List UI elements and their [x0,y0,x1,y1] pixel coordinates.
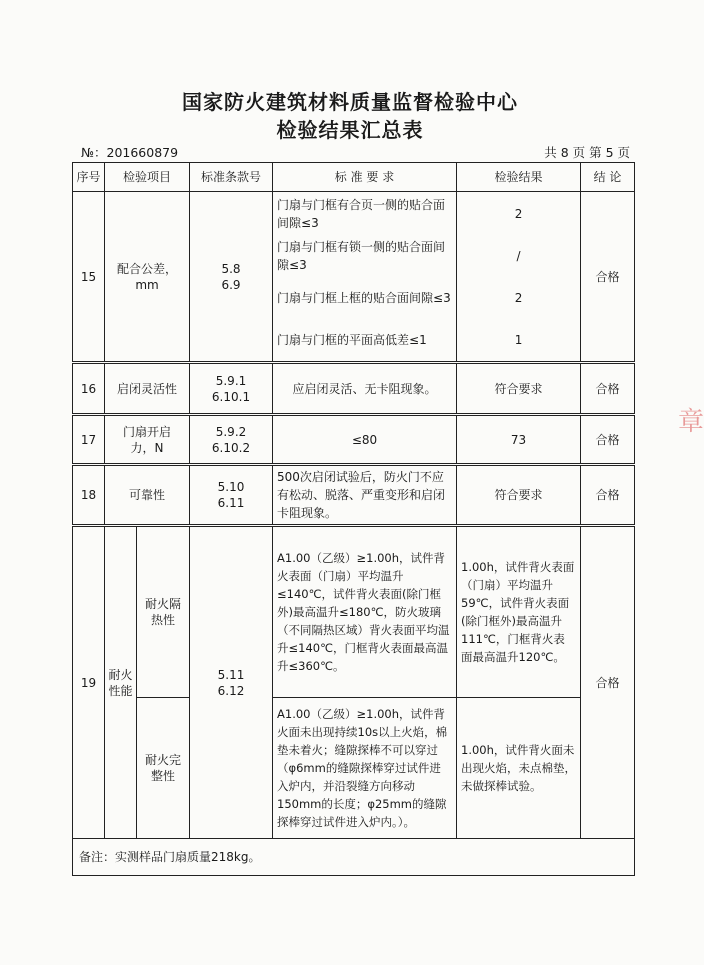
row-number: 16 [73,363,105,415]
table-row-17 [73,415,635,465]
row-number: 18 [73,465,105,526]
col-header-clause: 标准条款号 [190,163,273,192]
clause-number: 5.9.2 6.10.2 [190,415,273,465]
test-item: 耐火 性能 [105,526,137,839]
test-result: 2 / 2 1 [457,192,581,363]
requirement-integrity: A1.00（乙级）≥1.00h，试件背火面未出现持续10s以上火焰，棉垫未着火；缝隙探棒不可以穿过（φ6mm的缝隙探棒穿过试件进入炉内，并沿裂缝方向移动150mm的长度；φ25mm的缝隙探棒穿过试件进入炉内。）。 [273,698,457,839]
table-row-18 [73,465,635,526]
test-item: 配合公差， mm [105,192,190,363]
requirement: 500次启闭试验后，防火门不应有松动、脱落、严重变形和启闭卡阻现象。 [273,465,457,526]
requirement-insulation: A1.00（乙级）≥1.00h，试件背火表面（门扇）平均温升≤140℃，试件背火表面(除门框外)最高温升≤180℃，防火玻璃（不同隔热区域）背火表面平均温升≤140℃，门框背火表面最高温升≤360℃。 [273,526,457,698]
conclusion: 合格 [581,192,635,363]
document-number: №：201660879 [81,145,179,160]
requirement: 应启闭灵活、无卡阻现象。 [273,363,457,415]
note: 备注：实测样品门扇质量218kg。 [73,839,635,876]
table-row-16 [73,363,635,415]
row-number: 15 [73,192,105,363]
clause-number: 5.11 6.12 [190,526,273,839]
clause-number: 5.10 6.11 [190,465,273,526]
col-header-conclusion: 结 论 [581,163,635,192]
page-info: 共 8 页 第 5 页 [544,145,630,160]
row-number: 17 [73,415,105,465]
conclusion: 合格 [581,526,635,839]
document-subtitle: 检验结果汇总表 [276,118,424,142]
table-row-19-sub [73,698,635,839]
stamp-edge: 章 [678,407,704,437]
results-table [72,162,635,876]
test-result: 符合要求 [457,363,581,415]
test-result: 73 [457,415,581,465]
test-item: 门扇开启 力，N [105,415,190,465]
col-header-result: 检验结果 [457,163,581,192]
table-row-15 [73,192,635,363]
conclusion: 合格 [581,465,635,526]
clause-number: 5.9.1 6.10.1 [190,363,273,415]
document-title: 国家防火建筑材料质量监督检验中心 [182,90,518,114]
result-integrity: 1.00h，试件背火面未出现火焰，未点棉垫，未做探棒试验。 [457,698,581,839]
row-number: 19 [73,526,105,839]
requirement: 门扇与门框有合页一侧的贴合面间隙≤3 门扇与门框有锁一侧的贴合面间隙≤3 门扇与门框上框的贴合面间隙≤3 门扇与门框的平面高低差≤1 [273,192,457,363]
col-header-requirement: 标 准 要 求 [273,163,457,192]
test-item: 可靠性 [105,465,190,526]
note-row [73,839,635,876]
header-row [73,163,635,192]
sub-item-insulation: 耐火隔 热性 [137,526,190,698]
sub-item-integrity: 耐火完 整性 [137,698,190,839]
requirement: ≤80 [273,415,457,465]
conclusion: 合格 [581,415,635,465]
conclusion: 合格 [581,363,635,415]
test-result: 符合要求 [457,465,581,526]
test-item: 启闭灵活性 [105,363,190,415]
result-insulation: 1.00h，试件背火表面（门扇）平均温升59℃，试件背火表面(除门框外)最高温升111℃，门框背火表面最高温升120℃。 [457,526,581,698]
clause-number: 5.8 6.9 [190,192,273,363]
col-header-item: 检验项目 [105,163,190,192]
table-row-19 [73,526,635,698]
col-header-no: 序号 [73,163,105,192]
